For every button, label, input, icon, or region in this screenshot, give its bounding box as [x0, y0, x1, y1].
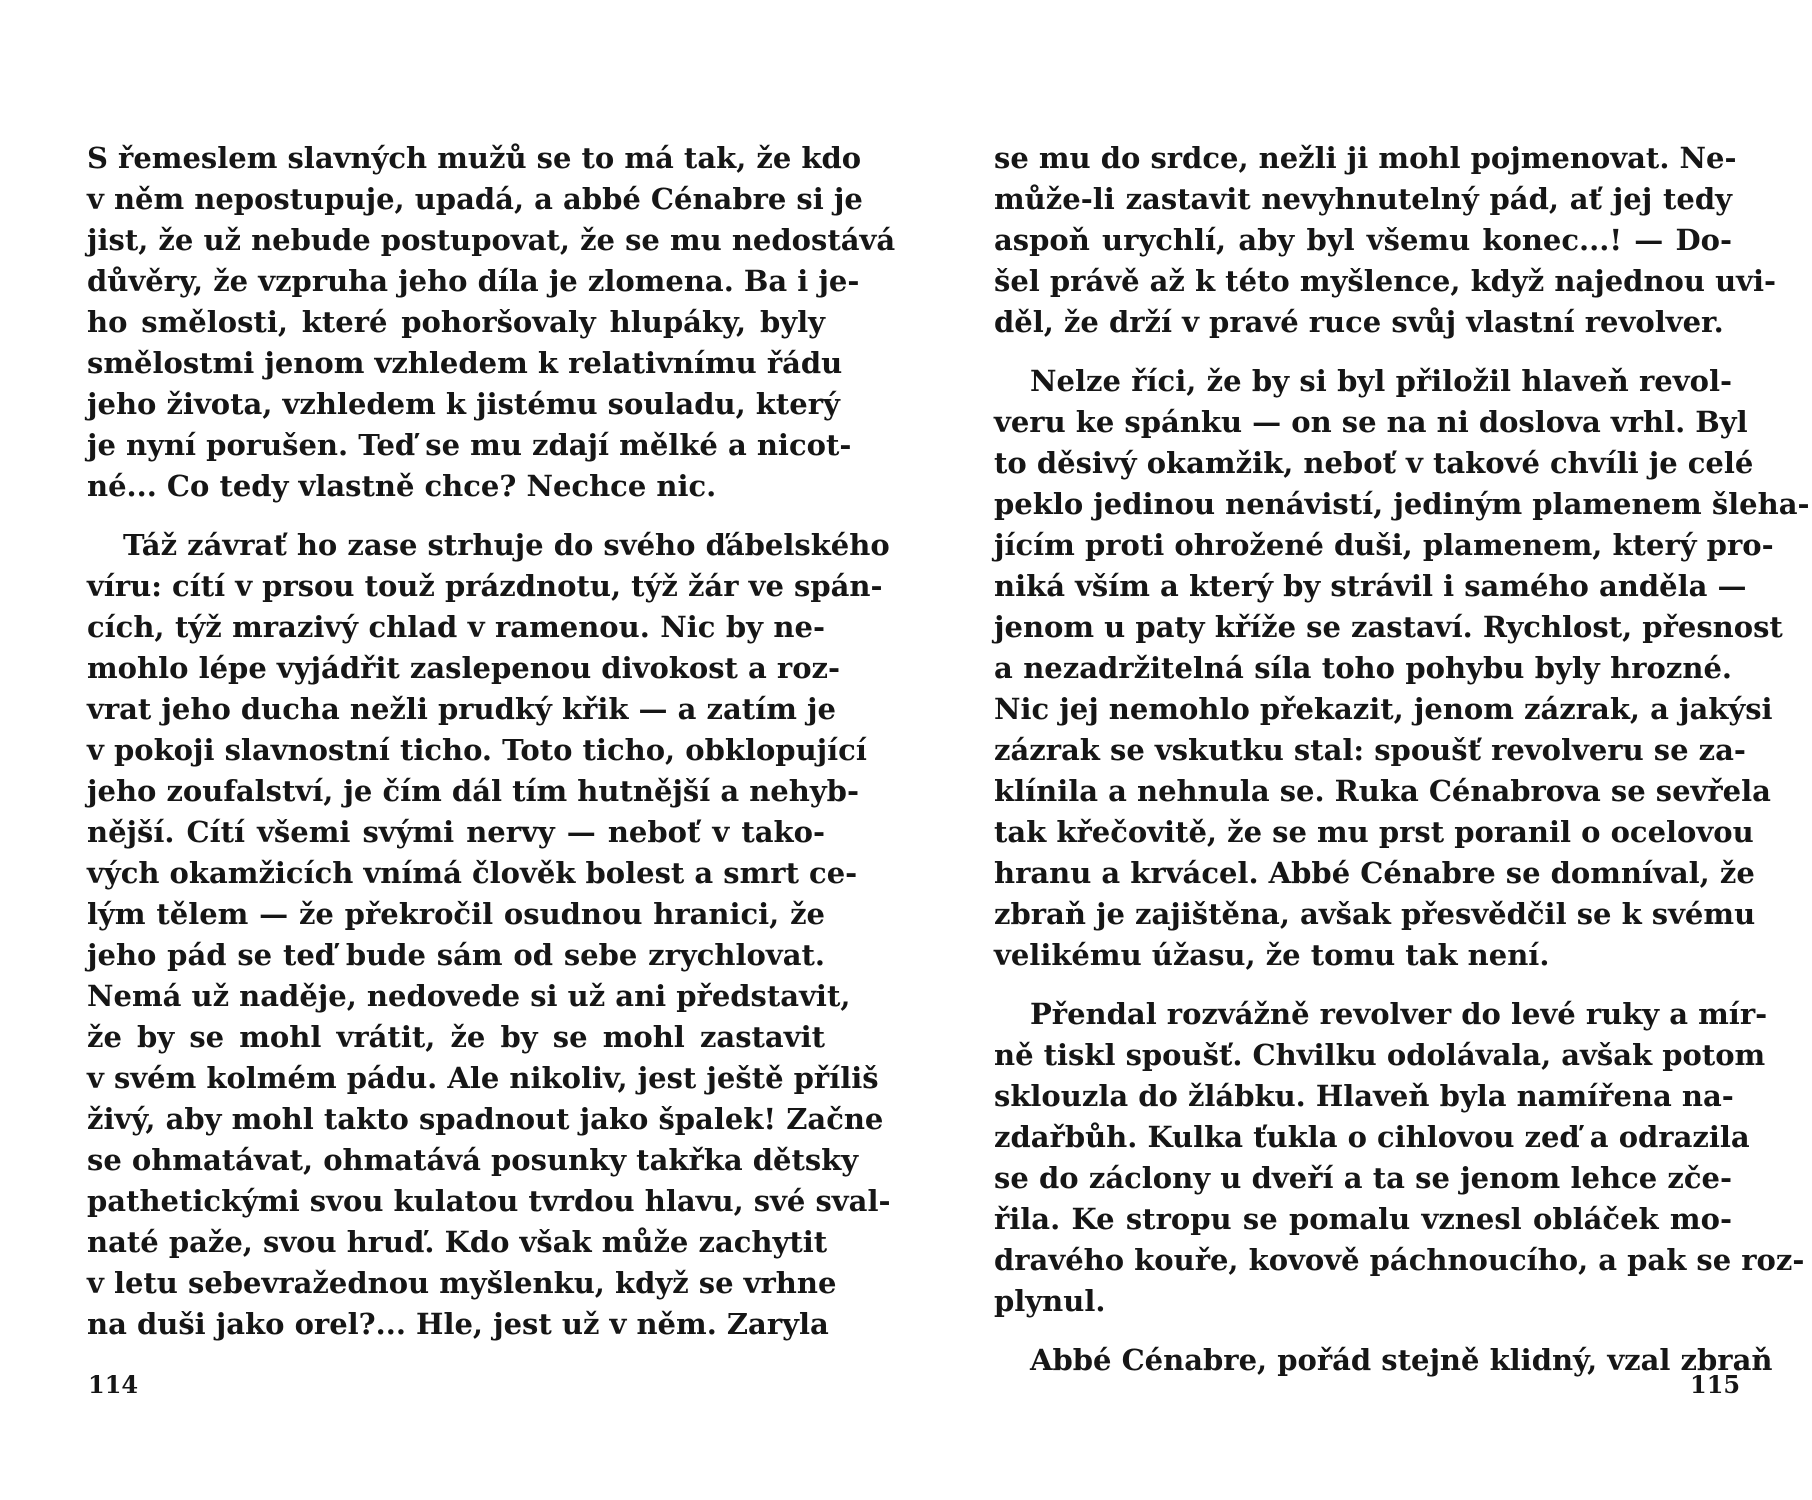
paragraph-gap [994, 976, 1732, 994]
page-number: 115 [1690, 1370, 1741, 1399]
paragraph-gap [994, 343, 1732, 361]
text-line: Nemá už naděje, nedovede si už ani představit, [87, 979, 851, 1013]
text-line: sklouzla do žlábku. Hlaveň byla namířena na- [994, 1079, 1734, 1113]
text-line: pathetickými svou kulatou tvrdou hlavu, své sval- [87, 1184, 891, 1218]
text-line: děl, že drží v pravé ruce svůj vlastní revolver. [994, 305, 1724, 339]
text-line: řila. Ke stropu se pomalu vznesl obláček mo- [994, 1202, 1732, 1236]
text-line: jeho života, vzhledem k jistému souladu, který [87, 387, 840, 421]
paragraph-gap [994, 1322, 1732, 1340]
left-page-text [87, 138, 896, 1345]
text-line: vrat jeho ducha nežli prudký křik — a zatím je [87, 692, 836, 726]
right-page-text [994, 138, 1810, 1381]
text-line: se do záclony u dveří a ta se jenom lehce zče- [994, 1161, 1732, 1195]
text-line: zdařbůh. Kulka ťukla o cihlovou zeď a odrazila [994, 1120, 1750, 1154]
text-line: klínila a nehnula se. Ruka Cénabrova se sevřela [994, 774, 1771, 808]
text-line: ně tiskl spoušť. Chvilku odolávala, avšak potom [994, 1038, 1766, 1072]
text-line: lým tělem — že překročil osudnou hranici, že [87, 897, 825, 931]
text-line: se ohmatávat, ohmatává posunky takřka dětsky [87, 1143, 859, 1177]
text-line: v pokoji slavnostní ticho. Toto ticho, obklopující [87, 733, 867, 767]
text-line: jeho pád se teď bude sám od sebe zrychlovat. [87, 938, 825, 972]
text-line: jeho zoufalství, je čím dál tím hutnější a nehyb- [87, 774, 859, 808]
text-line: dravého kouře, kovově páchnoucího, a pak se roz- [994, 1243, 1805, 1277]
text-line: ho smělosti, které pohoršovaly hlupáky, byly [87, 305, 825, 339]
text-line: důvěry, že vzpruha jeho díla je zlomena. Ba i je- [87, 264, 860, 298]
text-line: né... Co tedy vlastně chce? Nechce nic. [87, 469, 717, 503]
text-line: niká vším a který by strávil i samého anděla — [994, 569, 1747, 603]
text-line: cích, týž mrazivý chlad v ramenou. Nic by ne- [87, 610, 825, 644]
text-line: jist, že už nebude postupovat, že se mu nedostává [87, 223, 896, 257]
text-line: mohlo lépe vyjádřit zaslepenou divokost a roz- [87, 651, 841, 685]
text-line: se mu do srdce, nežli ji mohl pojmenovat. Ne- [994, 141, 1737, 175]
paragraph-gap [87, 507, 825, 525]
text-line: nější. Cítí všemi svými nervy — neboť v tako- [87, 815, 825, 849]
text-line: zbraň je zajištěna, avšak přesvědčil se k svému [994, 897, 1756, 931]
right-page [906, 0, 1812, 1500]
text-line: Abbé Cénabre, pořád stejně klidný, vzal zbraň [1030, 1343, 1773, 1377]
text-line: smělostmi jenom vzhledem k relativnímu řádu [87, 346, 843, 380]
text-line: že by se mohl vrátit, že by se mohl zastavit [87, 1020, 825, 1054]
text-line: může-li zastavit nevyhnutelný pád, ať jej tedy [994, 182, 1732, 216]
text-line: Nelze říci, že by si byl přiložil hlaveň revol- [1030, 364, 1732, 398]
text-line: tak křečovitě, že se mu prst poranil o ocelovou [994, 815, 1754, 849]
page-number: 114 [88, 1370, 139, 1399]
text-line: jenom u paty kříže se zastaví. Rychlost, přesnost [994, 610, 1783, 644]
text-line: to děsivý okamžik, neboť v takové chvíli je celé [994, 446, 1754, 480]
text-line: hranu a krvácel. Abbé Cénabre se domníval, že [994, 856, 1755, 890]
text-line: je nyní porušen. Teď se mu zdají mělké a nicot- [87, 428, 852, 462]
text-line: jícím proti ohrožené duši, plamenem, který pro- [994, 528, 1774, 562]
text-line: Nic jej nemohlo překazit, jenom zázrak, a jakýsi [994, 692, 1773, 726]
text-line: Přendal rozvážně revolver do levé ruky a mír- [1030, 997, 1768, 1031]
text-line: naté paže, svou hruď. Kdo však může zachytit [87, 1225, 828, 1259]
text-line: v letu sebevražednou myšlenku, když se vrhne [87, 1266, 837, 1300]
text-line: veru ke spánku — on se na ni doslova vrhl. Byl [994, 405, 1748, 439]
text-line: víru: cítí v prsou touž prázdnotu, týž žár ve spán- [87, 569, 883, 603]
text-line: živý, aby mohl takto spadnout jako špalek! Začne [87, 1102, 884, 1136]
text-line: zázrak se vskutku stal: spoušť revolveru se za- [994, 733, 1746, 767]
text-line: plynul. [994, 1284, 1106, 1318]
text-line: v svém kolmém pádu. Ale nikoliv, jest ještě příliš [87, 1061, 879, 1095]
text-line: velikému úžasu, že tomu tak není. [994, 938, 1550, 972]
text-line: peklo jedinou nenávistí, jediným plamenem šleha- [994, 487, 1810, 521]
text-line: vých okamžicích vnímá člověk bolest a smrt ce- [87, 856, 858, 890]
text-line: v něm nepostupuje, upadá, a abbé Cénabre si je [87, 182, 863, 216]
text-line: aspoň urychlí, aby byl všemu konec...! — Do- [994, 223, 1732, 257]
text-line: a nezadržitelná síla toho pohybu byly hrozné. [994, 651, 1732, 685]
text-line: na duši jako orel?... Hle, jest už v něm. Zaryla [87, 1307, 829, 1341]
text-line: šel právě až k této myšlence, když najednou uvi- [994, 264, 1777, 298]
text-line: Táž závrať ho zase strhuje do svého ďábelského [123, 528, 890, 562]
text-line: S řemeslem slavných mužů se to má tak, že kdo [87, 141, 862, 175]
